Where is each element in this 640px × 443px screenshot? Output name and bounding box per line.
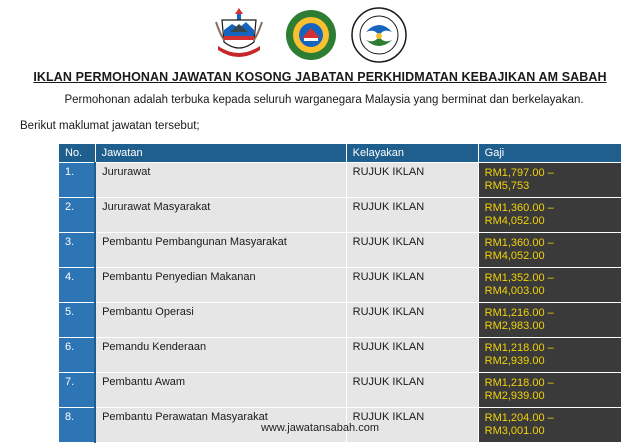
table-row (59, 233, 622, 268)
row-gaji (478, 198, 621, 233)
row-kelayakan: RUJUK IKLAN (346, 163, 478, 198)
row-number: 6. (59, 338, 96, 373)
gaji-max: RM4,003.00 (484, 285, 545, 297)
table-header-row (59, 144, 622, 163)
header-no: No. (59, 144, 96, 163)
row-jawatan: Pembantu Pembangunan Masyarakat (95, 233, 346, 268)
table-row (59, 268, 622, 303)
row-kelayakan: RUJUK IKLAN (346, 303, 478, 338)
header-gaji: Gaji (478, 144, 621, 163)
gaji-min: RM1,218.00 – (484, 342, 554, 354)
page-title: IKLAN PERMOHONAN JAWATAN KOSONG JABATAN PERKHIDMATAN KEBAJIKAN AM SABAH (33, 70, 607, 84)
table-row (59, 198, 622, 233)
row-jawatan: Pembantu Operasi (95, 303, 346, 338)
row-kelayakan: RUJUK IKLAN (346, 373, 478, 408)
row-kelayakan: RUJUK IKLAN (346, 338, 478, 373)
row-number: 8. (59, 408, 96, 443)
row-number: 4. (59, 268, 96, 303)
gaji-max: RM2,939.00 (484, 390, 545, 402)
row-gaji (478, 373, 621, 408)
gaji-min: RM1,204.00 – (484, 412, 554, 424)
row-gaji (478, 268, 621, 303)
sabah-state-crest (214, 4, 264, 62)
table-row (59, 338, 622, 373)
row-kelayakan: RUJUK IKLAN (346, 268, 478, 303)
gaji-min: RM1,218.00 – (484, 377, 554, 389)
row-gaji (478, 233, 621, 268)
table-row (59, 303, 622, 338)
row-kelayakan: RUJUK IKLAN (346, 233, 478, 268)
gaji-min: RM1,360.00 – (484, 237, 554, 249)
row-jawatan: Pembantu Perawatan Masyarakat (95, 408, 346, 443)
header-kelayakan: Kelayakan (346, 144, 478, 163)
intro-text: Permohonan adalah terbuka kepada seluruh warganegara Malaysia yang berminat dan berkelayakan. (64, 94, 584, 106)
row-gaji (478, 303, 621, 338)
row-gaji (478, 338, 621, 373)
gaji-min: RM1,797.00 – (484, 167, 554, 179)
sabah-state-logo (284, 8, 338, 62)
row-number: 3. (59, 233, 96, 268)
table-row (59, 163, 622, 198)
gaji-max: RM3,001.00 (484, 425, 545, 437)
row-kelayakan: RUJUK IKLAN (346, 408, 478, 443)
row-number: 2. (59, 198, 96, 233)
row-jawatan: Jururawat Masyarakat (95, 198, 346, 233)
gaji-min: RM1,216.00 – (484, 307, 554, 319)
gaji-max: RM4,052.00 (484, 215, 545, 227)
row-number: 5. (59, 303, 96, 338)
gaji-max: RM5,753 (484, 180, 530, 192)
gaji-max: RM4,052.00 (484, 250, 545, 262)
row-number: 1. (59, 163, 96, 198)
row-jawatan: Jururawat (95, 163, 346, 198)
row-jawatan: Pembantu Penyedian Makanan (95, 268, 346, 303)
footer-url: www.jawatansabah.com (260, 422, 379, 434)
row-gaji (478, 163, 621, 198)
row-jawatan: Pembantu Awam (95, 373, 346, 408)
gaji-max: RM2,939.00 (484, 355, 545, 367)
row-number: 7. (59, 373, 96, 408)
logo-strip (0, 2, 640, 62)
lead-text: Berikut maklumat jawatan tersebut; (20, 120, 200, 132)
row-jawatan: Pemandu Kenderaan (95, 338, 346, 373)
table-row (59, 373, 622, 408)
jpka-sabah-logo (350, 6, 408, 64)
gaji-max: RM2,983.00 (484, 320, 545, 332)
header-jawatan: Jawatan (95, 144, 346, 163)
jobs-table (58, 143, 622, 443)
gaji-min: RM1,360.00 – (484, 202, 554, 214)
gaji-min: RM1,352.00 – (484, 272, 554, 284)
row-kelayakan: RUJUK IKLAN (346, 198, 478, 233)
